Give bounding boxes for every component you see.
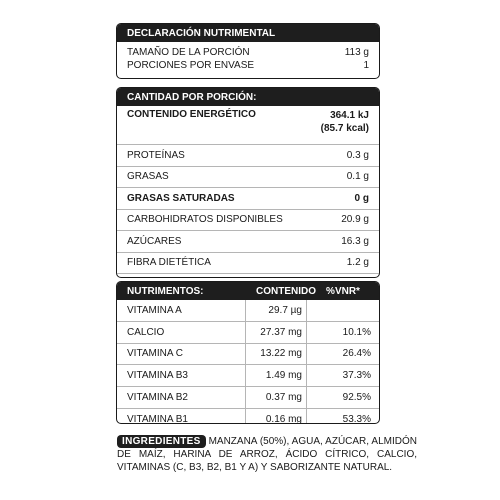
serving-size-row [117,46,379,59]
energy-label: CONTENIDO ENERGÉTICO [127,109,256,120]
declaration-title: DECLARACIÓN NUTRIMENTAL [117,24,379,42]
nutrient-row [117,252,379,274]
vitamin-a-label: VITAMINA A [127,304,182,316]
ingredients-label: INGREDIENTES [117,435,206,448]
serving-size-value: 113 g [344,47,369,58]
nutrient-row [117,209,379,231]
energy-row [117,106,379,144]
calcium-vnr: 10.1% [342,326,371,338]
nutrient-row [117,230,379,252]
energy-value-kj: 364.1 kJ [330,110,369,121]
energy-value-kcal: (85.7 kcal) [320,123,369,134]
calcium-label: CALCIO [127,326,165,338]
carbohydrates-label: CARBOHIDRATOS DISPONIBLES [127,214,283,226]
sugars-value: 16.3 g [341,235,369,247]
ingredients-text: MANZANA (50%), AGUA, AZÚCAR, ALMIDÓN DE MAÍZ, HARINA DE ARROZ, ÁCIDO CÍTRICO, CALCIO, VITAMINAS (C, B3, B2, B1 Y A) Y SABORIZANTE NATURAL. [117,436,417,473]
protein-label: PROTEÍNAS [127,149,185,161]
nutrient-row [117,273,379,278]
vitamin-b3-vnr: 37.3% [342,370,371,382]
sugars-label: AZÚCARES [127,235,182,247]
micronutrient-row [117,364,379,386]
vitamin-b3-label: VITAMINA B3 [127,370,188,382]
column-header-content: CONTENIDO [256,285,316,297]
vitamin-b2-content: 0.37 mg [245,387,307,408]
nutrient-row [117,144,379,166]
vitamin-c-label: VITAMINA C [127,348,183,360]
micronutrient-row [117,321,379,343]
ingredients-block [117,435,417,474]
fiber-value: 1.2 g [346,257,369,269]
micronutrient-row [117,408,379,424]
saturated-fat-value: 0 g [354,192,369,204]
vitamin-b1-label: VITAMINA B1 [127,413,188,424]
per-serving-title: CANTIDAD POR PORCIÓN: [117,88,379,106]
vitamin-a-content: 29.7 µg [245,300,307,321]
nutrient-row [117,166,379,188]
energy-value [321,109,369,135]
vitamin-b3-content: 1.49 mg [245,365,307,386]
servings-per-container-label: PORCIONES POR ENVASE [127,60,255,71]
vitamin-b2-label: VITAMINA B2 [127,392,188,404]
fat-label: GRASAS [127,171,169,183]
vitamin-b2-vnr: 92.5% [342,392,371,404]
saturated-fat-label: GRASAS SATURADAS [127,192,235,204]
nutrient-row [117,187,379,209]
fat-value: 0.1 g [346,171,369,183]
micronutrients-panel [116,281,380,424]
micronutrient-row [117,343,379,365]
vitamin-b1-vnr: 53.3% [342,413,371,424]
carbohydrates-value: 20.9 g [341,214,369,226]
micronutrient-row [117,300,379,321]
servings-per-container-row [117,59,379,72]
vitamin-c-content: 13.22 mg [245,344,307,365]
protein-value: 0.3 g [346,149,369,161]
micronutrients-header [117,282,379,300]
vitamin-b1-content: 0.16 mg [245,409,307,424]
vitamin-c-vnr: 26.4% [342,348,371,360]
declaration-panel [116,23,380,79]
servings-per-container-value: 1 [363,60,369,71]
serving-size-label: TAMAÑO DE LA PORCIÓN [127,47,250,58]
fiber-label: FIBRA DIETÉTICA [127,257,211,269]
column-header-name: NUTRIMENTOS: [127,285,204,297]
column-header-vnr: %VNR* [326,285,360,297]
calcium-content: 27.37 mg [245,322,307,343]
micronutrient-row [117,386,379,408]
per-serving-panel [116,87,380,278]
